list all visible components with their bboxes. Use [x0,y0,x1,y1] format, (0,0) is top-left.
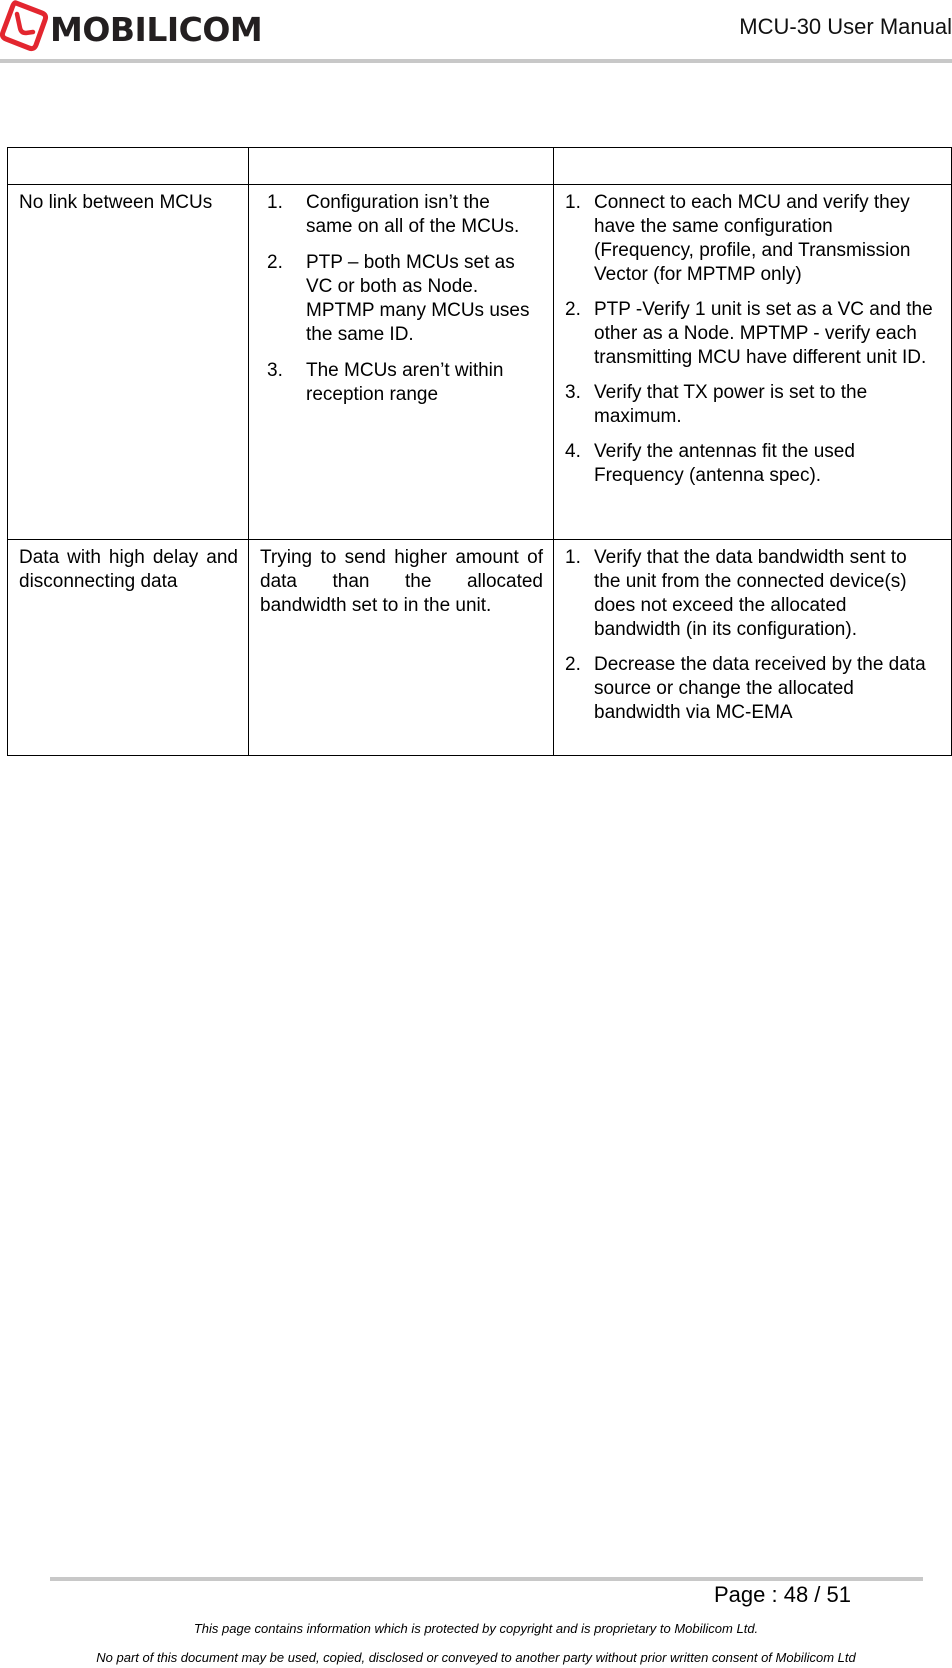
solution-cell [554,185,952,540]
list-text: Connect to each MCU and verify they have the same configuration (Frequency, profile, and Transmission Vector (for MPTMP only) [594,192,911,285]
problem-cell [8,185,249,540]
list-text: Verify the antennas fit the used Frequency (antenna spec). [594,441,855,486]
table-row [8,540,952,756]
list-text: Decrease the data received by the data source or change the allocated bandwidth via MC-EMA [594,654,926,723]
document-title: MCU-30 User Manual [739,14,952,39]
list-item [565,653,937,725]
list-text: Verify that TX power is set to the maximum. [594,382,868,427]
list-number: 3. [565,382,581,403]
header-cell-cause [249,148,554,185]
list-item [565,298,937,370]
list-text: Verify that the data bandwidth sent to the unit from the connected device(s) does not exceed the allocated bandwidth (in its configuration). [594,547,907,640]
list-item [267,359,537,407]
problem-cell [8,540,249,756]
mobilicom-logo-icon [0,0,50,56]
header-cell-problem [8,148,249,185]
list-number: 1. [565,547,581,568]
solution-list [565,191,941,488]
list-item [565,440,937,488]
list-item [565,191,937,287]
problem-text: No link between MCUs [19,192,213,213]
cause-cell [249,540,554,756]
table-header-row [8,148,952,185]
list-number: 2. [565,299,581,320]
problem-text: Data with high delay and disconnecting data [19,547,238,592]
table-row [8,185,952,540]
solution-cell [554,540,952,756]
cause-list [260,191,543,407]
list-item [267,251,537,347]
footer-divider [50,1577,923,1581]
header-cell-solution [554,148,952,185]
list-number: 2. [565,654,581,675]
copyright-notice: This page contains information which is protected by copyright and is proprietary to Mobilicom Ltd. [193,1621,759,1636]
list-item [565,546,937,642]
logo-wordmark: MOBILICOM [50,10,263,49]
list-number: 1. [267,192,283,213]
list-number: 1. [565,192,581,213]
list-number: 3. [267,360,283,381]
list-item [267,191,537,239]
list-text: The MCUs aren’t within reception range [306,360,504,405]
list-text: PTP – both MCUs set as VC or both as Node. MPTMP many MCUs uses the same ID. [306,252,530,345]
troubleshooting-table [7,147,952,756]
solution-list [565,546,941,725]
page-number: Page : 48 / 51 [714,1582,851,1607]
cause-text: Trying to send higher amount of data than the allocated bandwidth set to in the unit. [260,547,543,616]
list-text: PTP -Verify 1 unit is set as a VC and the other as a Node. MPTMP - verify each transmitting MCU have different unit ID. [594,299,933,368]
disclosure-notice: No part of this document may be used, copied, disclosed or conveyed to another party without prior written consent of Mobilicom Ltd [96,1650,856,1665]
cause-cell [249,185,554,540]
mobilicom-logo [0,0,290,56]
header-divider [0,59,952,63]
list-text: Configuration isn’t the same on all of the MCUs. [306,192,520,237]
list-number: 2. [267,252,283,273]
list-number: 4. [565,441,581,462]
list-item [565,381,937,429]
